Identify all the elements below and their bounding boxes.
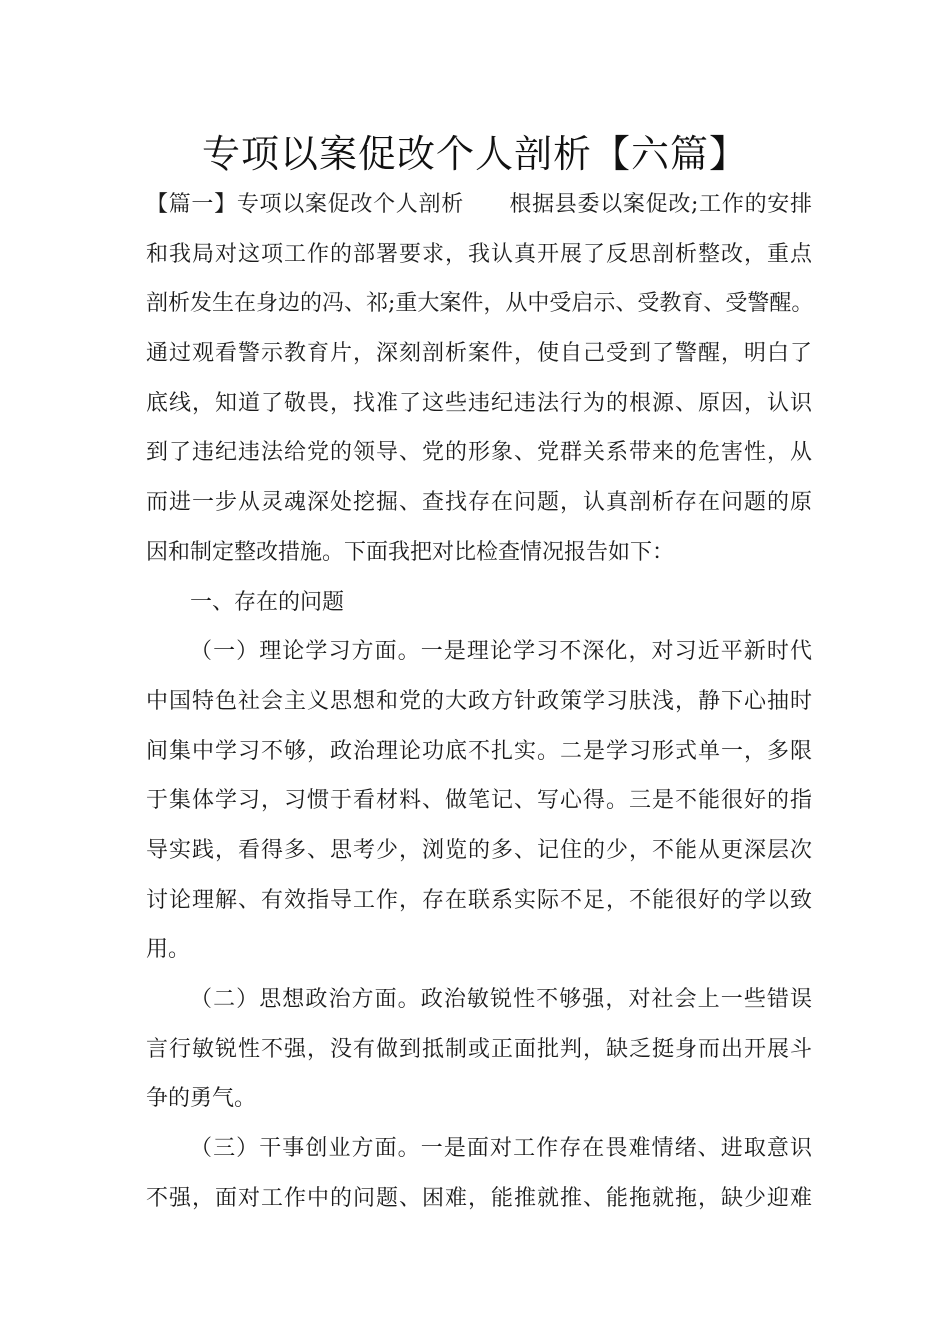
document-body xyxy=(146,180,812,1223)
text-line: 导实践，看得多、思考少，浏览的多、记住的少，不能从更深层次 xyxy=(146,837,812,863)
text-line: 讨论理解、有效指导工作，存在联系实际不足，不能很好的学以致 xyxy=(146,887,812,913)
text-line: 中国特色社会主义思想和党的大政方针政策学习肤浅，静下心抽时 xyxy=(146,688,812,714)
text-line: 因和制定整改措施。下面我把对比检查情况报告如下： xyxy=(146,539,675,565)
text-line: 【篇一】专项以案促改个人剖析 根据县委以案促改;工作的安排 xyxy=(146,192,812,217)
text-line: 剖析发生在身边的冯、祁;重大案件，从中受启示、受教育、受警醒。 xyxy=(146,291,814,317)
text-line: 和我局对这项工作的部署要求，我认真开展了反思剖析整改，重点 xyxy=(146,241,812,267)
text-line: 底线，知道了敬畏，找准了这些违纪违法行为的根源、原因，认识 xyxy=(146,390,812,416)
text-line: 争的勇气。 xyxy=(146,1086,257,1112)
section-heading: 一、存在的问题 xyxy=(190,589,345,615)
text-line: （二）思想政治方面。政治敏锐性不够强，对社会上一些错误 xyxy=(190,987,812,1012)
text-line: （一）理论学习方面。一是理论学习不深化，对习近平新时代 xyxy=(190,639,812,665)
text-line: 而进一步从灵魂深处挖掘、查找存在问题，认真剖析存在问题的原 xyxy=(146,490,812,516)
text-line: 于集体学习，习惯于看材料、做笔记、写心得。三是不能很好的指 xyxy=(146,788,812,814)
text-line: 言行敏锐性不强，没有做到抵制或正面批判，缺乏挺身而出开展斗 xyxy=(146,1036,812,1062)
text-line: 用。 xyxy=(146,937,191,963)
text-line: 通过观看警示教育片，深刻剖析案件，使自己受到了警醒，明白了 xyxy=(146,341,812,367)
text-line: 间集中学习不够，政治理论功底不扎实。二是学习形式单一，多限 xyxy=(146,738,812,764)
text-line: （三）干事创业方面。一是面对工作存在畏难情绪、进取意识 xyxy=(190,1136,812,1162)
text-line: 不强，面对工作中的问题、困难，能推就推、能拖就拖，缺少迎难 xyxy=(146,1185,812,1211)
text-line: 到了违纪违法给党的领导、党的形象、党群关系带来的危害性，从 xyxy=(146,440,812,466)
document-title: 专项以案促改个人剖析【六篇】 xyxy=(201,132,748,176)
